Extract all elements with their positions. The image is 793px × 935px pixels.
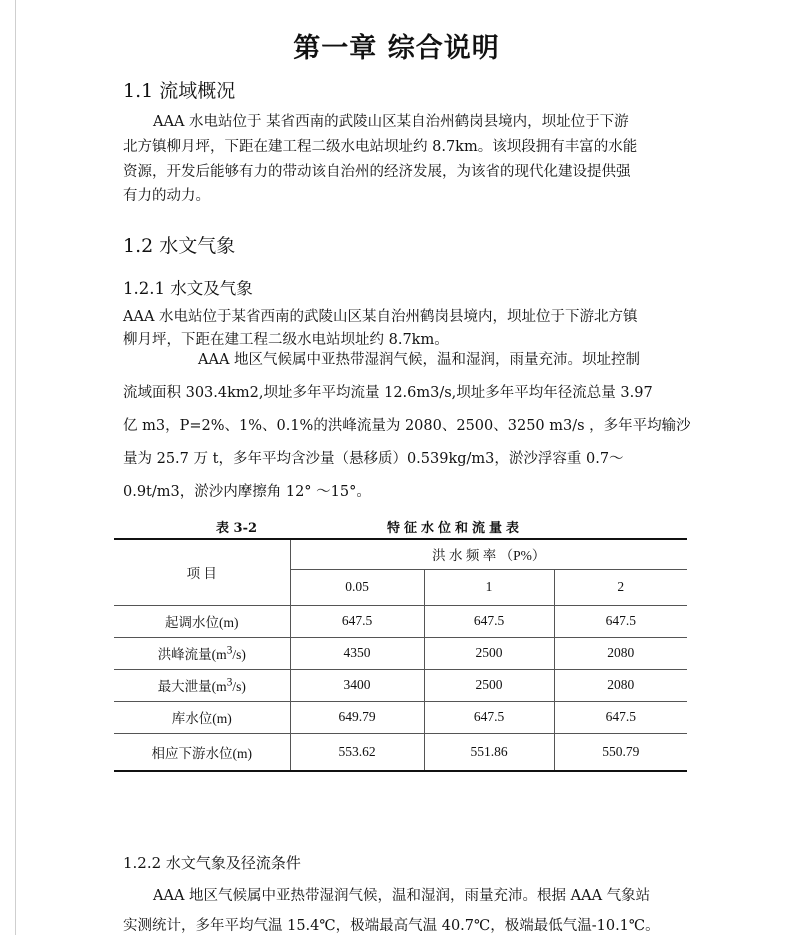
cell: 4350 [290,637,424,669]
s1-line-1: AAA 水电站位于 某省西南的武陵山区某自治州鹤岗县境内，坝址位于下游 [153,114,629,130]
s22-line-2: 实测统计，多年平均气温 15.4℃，极端最高气温 40.7℃，极端最低气温-10.1℃。 [123,918,660,934]
row-label-text: 最大泄量(m [157,679,227,694]
table-row [114,701,687,733]
s22-line-1: AAA 地区气候属中亚热带湿润气候，温和湿润，雨量充沛。根据 AAA 气象站 [153,888,651,904]
s1-line-3: 资源，开发后能够有力的带动该自治州的经济发展，为该省的现代化建设提供强 [123,164,631,180]
table-title: 特征水位和流量表 [387,521,524,536]
cell: 553.62 [290,733,424,771]
cell: 2500 [424,637,554,669]
chapter-title: 第一章 综合说明 [293,33,500,64]
table-row [114,733,687,771]
row-label-text: 洪峰流量(m [157,647,227,662]
cell: 2080 [554,637,687,669]
cell: 647.5 [290,605,424,637]
cell: 647.5 [424,701,554,733]
s21-line-3: AAA 地区气候属中亚热带湿润气候，温和湿润，雨量充沛。坝址控制 [198,352,641,368]
flood-frequency-header: 洪 水 频 率 （P%） [290,539,687,569]
s21-line-6: 量为 25.7 万 t，多年平均含沙量（悬移质）0.539kg/m3，淤沙浮容重 0.7～ [123,451,624,467]
row-label-sup: 3 [226,644,233,657]
section-1-2-2-heading: 1.2.2 水文气象及径流条件 [123,854,301,872]
row-label: 相应下游水位(m) [114,733,290,771]
freq-header-1: 1 [424,569,554,605]
cell: 3400 [290,669,424,701]
cell: 647.5 [554,605,687,637]
table-number: 表 3-2 [216,521,258,536]
freq-header-2: 2 [554,569,687,605]
s21-line-5: 亿 m3，P=2%、1%、0.1%的洪峰流量为 2080、2500、3250 m3/s ，多年平均输沙 [123,418,691,434]
row-label [114,637,290,669]
cell: 647.5 [424,605,554,637]
item-header: 项 目 [114,539,290,605]
freq-header-0.05: 0.05 [290,569,424,605]
row-label-unit: /s) [232,647,246,662]
s21-line-4: 流域面积 303.4km2,坝址多年平均流量 12.6m3/s,坝址多年平均年径流总量 3.97 [123,385,653,401]
row-label-unit: /s) [232,679,246,694]
table-row [114,637,687,669]
s1-line-2: 北方镇柳月坪，下距在建工程二级水电站坝址约 8.7km。该坝段拥有丰富的水能 [123,139,638,155]
s21-line-1: AAA 水电站位于某省西南的武陵山区某自治州鹤岗县境内，坝址位于下游北方镇 [123,309,638,325]
s21-line-7: 0.9t/m3，淤沙内摩擦角 12° ～15°。 [123,484,371,500]
table-row [114,669,687,701]
row-label: 库水位(m) [114,701,290,733]
cell: 647.5 [554,701,687,733]
page-margin-line [15,0,16,935]
row-label [114,669,290,701]
cell: 649.79 [290,701,424,733]
s21-line-2: 柳月坪，下距在建工程二级水电站坝址约 8.7km。 [123,332,449,348]
row-label: 起调水位(m) [114,605,290,637]
cell: 2080 [554,669,687,701]
characteristic-water-level-table [114,538,687,772]
cell: 2500 [424,669,554,701]
section-1-1-heading: 1.1 流域概况 [123,80,236,102]
section-1-2-heading: 1.2 水文气象 [123,235,236,257]
table-row [114,605,687,637]
s1-line-4: 有力的动力。 [123,188,210,204]
row-label-sup: 3 [226,676,233,689]
section-1-2-1-heading: 1.2.1 水文及气象 [123,279,253,298]
cell: 551.86 [424,733,554,771]
cell: 550.79 [554,733,687,771]
